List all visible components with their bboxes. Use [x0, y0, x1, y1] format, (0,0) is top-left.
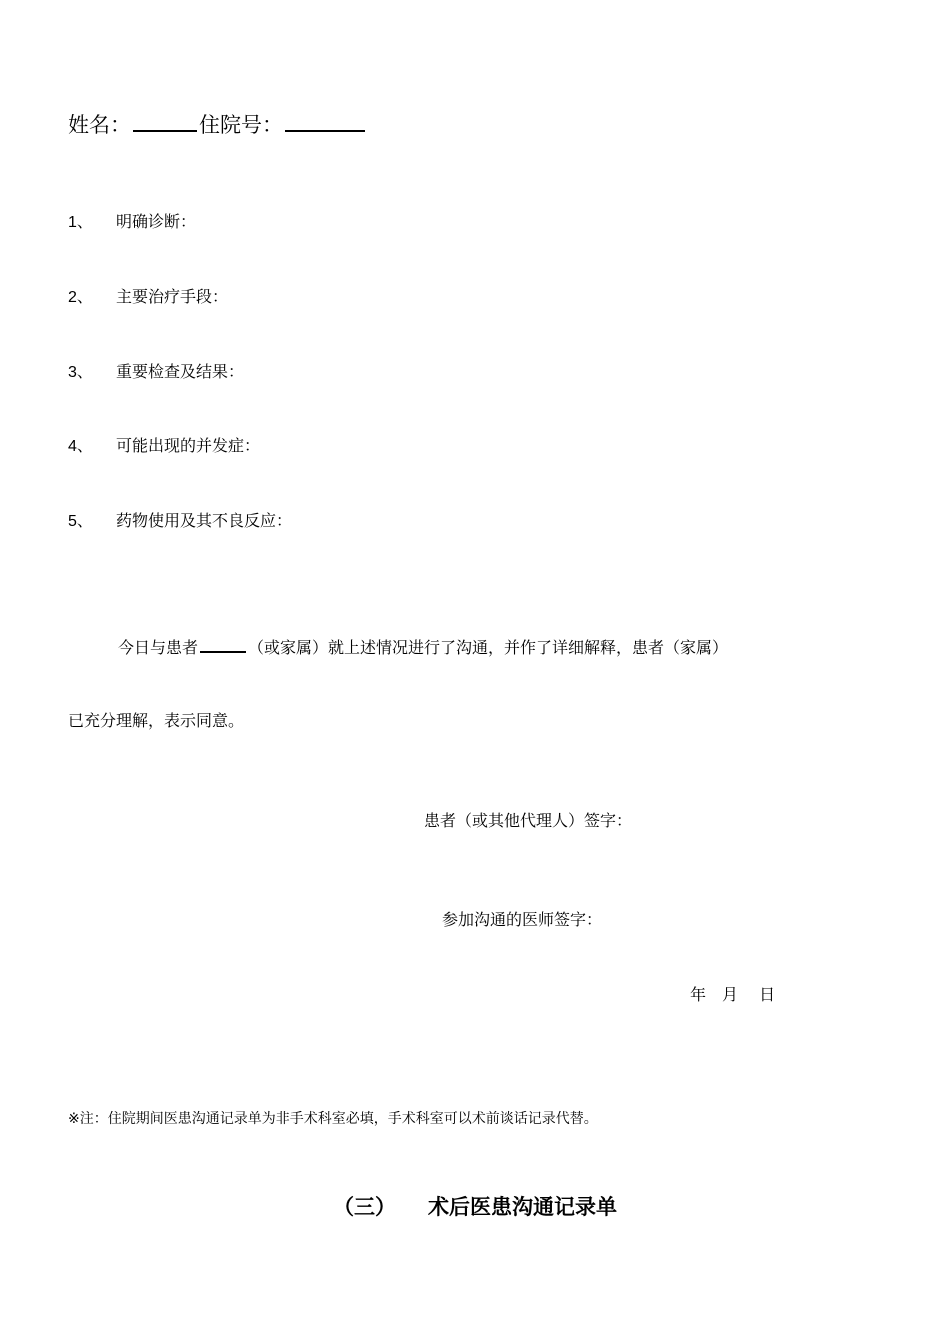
item-complications: [68, 433, 260, 460]
admission-no-label: 住院号：: [199, 113, 283, 137]
item-label: 可能出现的并发症：: [116, 436, 261, 455]
item-examination: [68, 359, 244, 386]
item-number: 5、: [68, 513, 93, 530]
item-number: 3、: [68, 364, 93, 381]
item-label: 药物使用及其不良反应：: [116, 511, 293, 530]
communication-prefix: 今日与患者: [118, 638, 199, 657]
patient-header: [68, 108, 365, 142]
item-number: 2、: [68, 289, 93, 306]
item-medication: [68, 508, 292, 535]
date-label: 年 月 日: [690, 985, 776, 1004]
section-title: [0, 1190, 950, 1224]
communication-line-1: [118, 633, 728, 661]
doctor-signature-label: 参加沟通的医师签字：: [442, 910, 603, 929]
section-number: （三）: [333, 1195, 396, 1219]
item-diagnosis: [68, 209, 196, 236]
item-label: 重要检查及结果：: [116, 362, 245, 381]
name-blank[interactable]: [133, 108, 197, 132]
item-label: 明确诊断：: [116, 212, 197, 231]
item-label: 主要治疗手段：: [116, 287, 229, 306]
item-treatment: [68, 284, 228, 311]
admission-no-blank[interactable]: [285, 108, 365, 132]
name-label: 姓名：: [68, 113, 131, 137]
footnote: ※注：住院期间医患沟通记录单为非手术科室必填，手术科室可以术前谈话记录代替。: [68, 1111, 598, 1127]
communication-suffix: （或家属）就上述情况进行了沟通，并作了详细解释，患者（家属）: [248, 638, 729, 657]
item-number: 4、: [68, 438, 93, 455]
item-number: 1、: [68, 214, 93, 231]
communication-line-2: 已充分理解，表示同意。: [68, 711, 245, 730]
patient-name-blank[interactable]: [200, 633, 246, 653]
patient-signature-label: 患者（或其他代理人）签字：: [424, 811, 633, 830]
section-title-text: 术后医患沟通记录单: [428, 1195, 617, 1219]
